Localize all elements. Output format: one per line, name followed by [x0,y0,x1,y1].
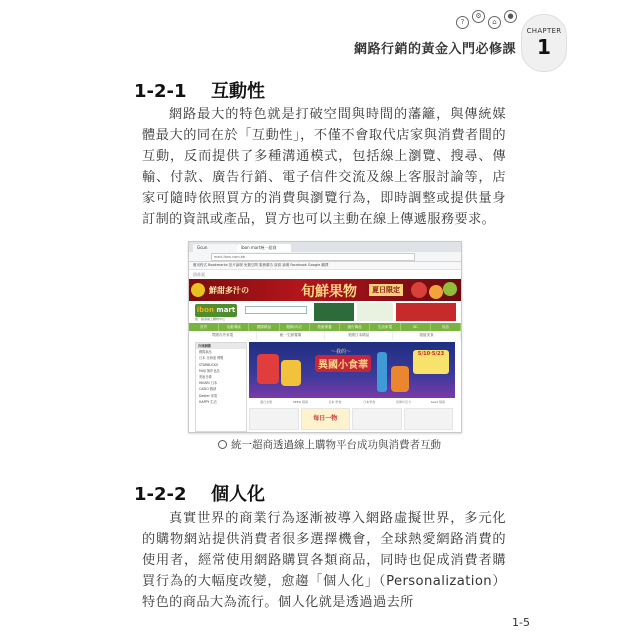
nav-item[interactable]: 美妝保養 [310,323,340,331]
help-icon: ? [456,16,469,29]
ad-product [357,303,393,321]
sidebar-item[interactable]: HAPPY 生活 [199,399,217,404]
sidebar-item[interactable]: 美妝日韓 [199,375,212,380]
thumbnail-label[interactable]: 日本 零食 [328,400,342,404]
hero-thumbnails [249,400,455,406]
site-promo-bar [189,331,461,340]
section-paragraph-2: 真實世界的商業行為逐漸被導入網路虛擬世界，多元化的購物網站提供消費者很多選擇機會，全球熱愛網路消費的使用者，經常使用網路購買各類商品，同時也促成消費者購買行為的大幅度改變，愈趨「個人化」（Personalization）特色的商品大為流行。個人化就是透過過去所 [142,511,506,610]
browser-tab-bar [189,242,461,252]
hero-date-badge: 5/10‧5/23 [413,350,449,374]
thumbnail-label[interactable]: 日本零食 [363,400,376,404]
sidebar-item[interactable]: STARBUCKS [199,362,218,367]
site-top-bar [189,270,461,279]
nav-item[interactable]: 流行飾品 [340,323,370,331]
thumbnail-label[interactable]: 夏日水果 [260,400,273,404]
deal-card[interactable]: 每日一物 [301,408,351,430]
thumbnail-label[interactable]: Seed 寫真 [430,400,446,404]
browser-address-bar [189,252,461,262]
nav-item[interactable]: 首頁 [189,323,219,331]
site-nav [189,323,461,331]
snack-image [391,366,409,392]
deal-card[interactable] [404,408,454,430]
hero-small-text: ～我的～ [331,349,352,355]
nav-item[interactable]: 生活家電 [370,323,400,331]
book-running-title: 網路行銷的黃金入門必修課 [353,42,516,57]
section-title: 互動性 [211,81,265,102]
snack-image [257,354,279,384]
hero-banner[interactable] [249,342,455,398]
nav-item[interactable]: 活動專區 [219,323,249,331]
browser-tab: Gcun [193,244,237,252]
promo-item[interactable]: 買國內外家電 [189,331,257,340]
snack-image [281,360,301,386]
sidebar-heading: 冷凍網購 [196,343,246,349]
site-search-input[interactable] [245,306,307,314]
section-heading-2 [134,480,265,506]
promo-item[interactable]: 統一生鮮賣場 [257,331,325,340]
chapter-number: 1 [537,35,551,59]
user-icon: ● [504,10,517,23]
ad-promo [396,303,456,321]
section-paragraph-1: 網路最大的特色就是打破空間與時間的藩籬，與傳統媒體最大的同在於「互動性」，不僅不會取代店家與消費者間的互動，反而提供了多種溝通模式，包括線上瀏覽、搜尋、傳輸、付款、廣告行銷、電子信件交流及線上客服討論等，店家可隨時依照買方的消費與瀏覽行為，即時調整或提供量身訂制的資訊或產品，買方也可以主動在線上傳遞服務要求。 [142,107,506,227]
sidebar-item[interactable]: HIKARI 日本 [199,381,218,386]
fruit-image [191,283,205,297]
caption-text: 統一超商透過線上購物平台成功與消費者互動 [231,439,441,451]
page-number: 1-5 [512,616,530,629]
daily-deals-row [249,408,455,430]
site-home-link: 回首頁 [193,272,205,277]
sidebar-item[interactable]: 國際新品 [199,350,212,355]
browser-url: mart.ibon.com.tw [211,253,415,261]
hero-big-text: 異國小食華 [315,355,371,372]
thumbnail-label[interactable]: 世界巧克力 [395,400,411,404]
promo-item[interactable]: 超值美食 [393,331,461,340]
settings-icon: ⚙ [472,10,485,23]
promo-item[interactable]: 美國日本精品 [325,331,393,340]
chapter-label: CHAPTER [526,27,562,35]
fruit-image [411,282,427,298]
header-icon-group [448,6,528,36]
nav-item[interactable]: 3C [401,323,431,331]
site-banner [189,279,461,301]
section-title: 個人化 [211,484,265,505]
nav-item[interactable]: 服飾/內衣 [280,323,310,331]
site-content [189,340,461,433]
caption-bullet-icon [218,440,227,449]
sidebar-item[interactable]: MUJI 無印良品 [199,368,220,373]
site-logo-row [189,301,461,323]
section-number: 1-2-2 [134,484,187,505]
home-icon: ⌂ [488,16,501,29]
figure-caption [218,437,441,452]
chapter-badge [521,14,567,72]
logo-subtitle: 統一超商線上購物中心 [195,317,226,321]
ad-starbucks [314,303,354,321]
deal-card[interactable] [249,408,299,430]
site-sidebar [195,342,247,432]
browser-tab-active: ibon mart統一超商 [237,244,291,252]
banner-big-text: 旬鮮果物 [301,284,357,300]
fruit-image [443,282,457,296]
banner-tag: 夏日限定 [369,284,403,296]
nav-item[interactable]: 國際精品 [249,323,279,331]
nav-item[interactable]: 食品 [431,323,461,331]
sidebar-item[interactable]: 日本 北海道 博覽 [199,356,224,361]
thumbnail-label[interactable]: SEED 寫真 [293,400,308,404]
banner-small-text: 鮮甜多汁の [209,286,249,295]
sidebar-item[interactable]: Dexter 家電 [199,393,218,398]
section-heading-1 [134,77,265,103]
bottle-image [377,352,387,392]
deal-card[interactable] [352,408,402,430]
sidebar-item[interactable]: CASIO 腕錶 [199,387,217,392]
section-number: 1-2-1 [134,81,187,102]
fruit-image [429,285,443,299]
browser-bookmarks: 應用程式 Bookmarks 拍片論壇 免費空間 服務廣告 資源 論壇 Facebook Google 翻譯 [189,262,461,270]
ibon-logo: ibon mart [195,304,237,317]
figure-screenshot [188,241,462,433]
